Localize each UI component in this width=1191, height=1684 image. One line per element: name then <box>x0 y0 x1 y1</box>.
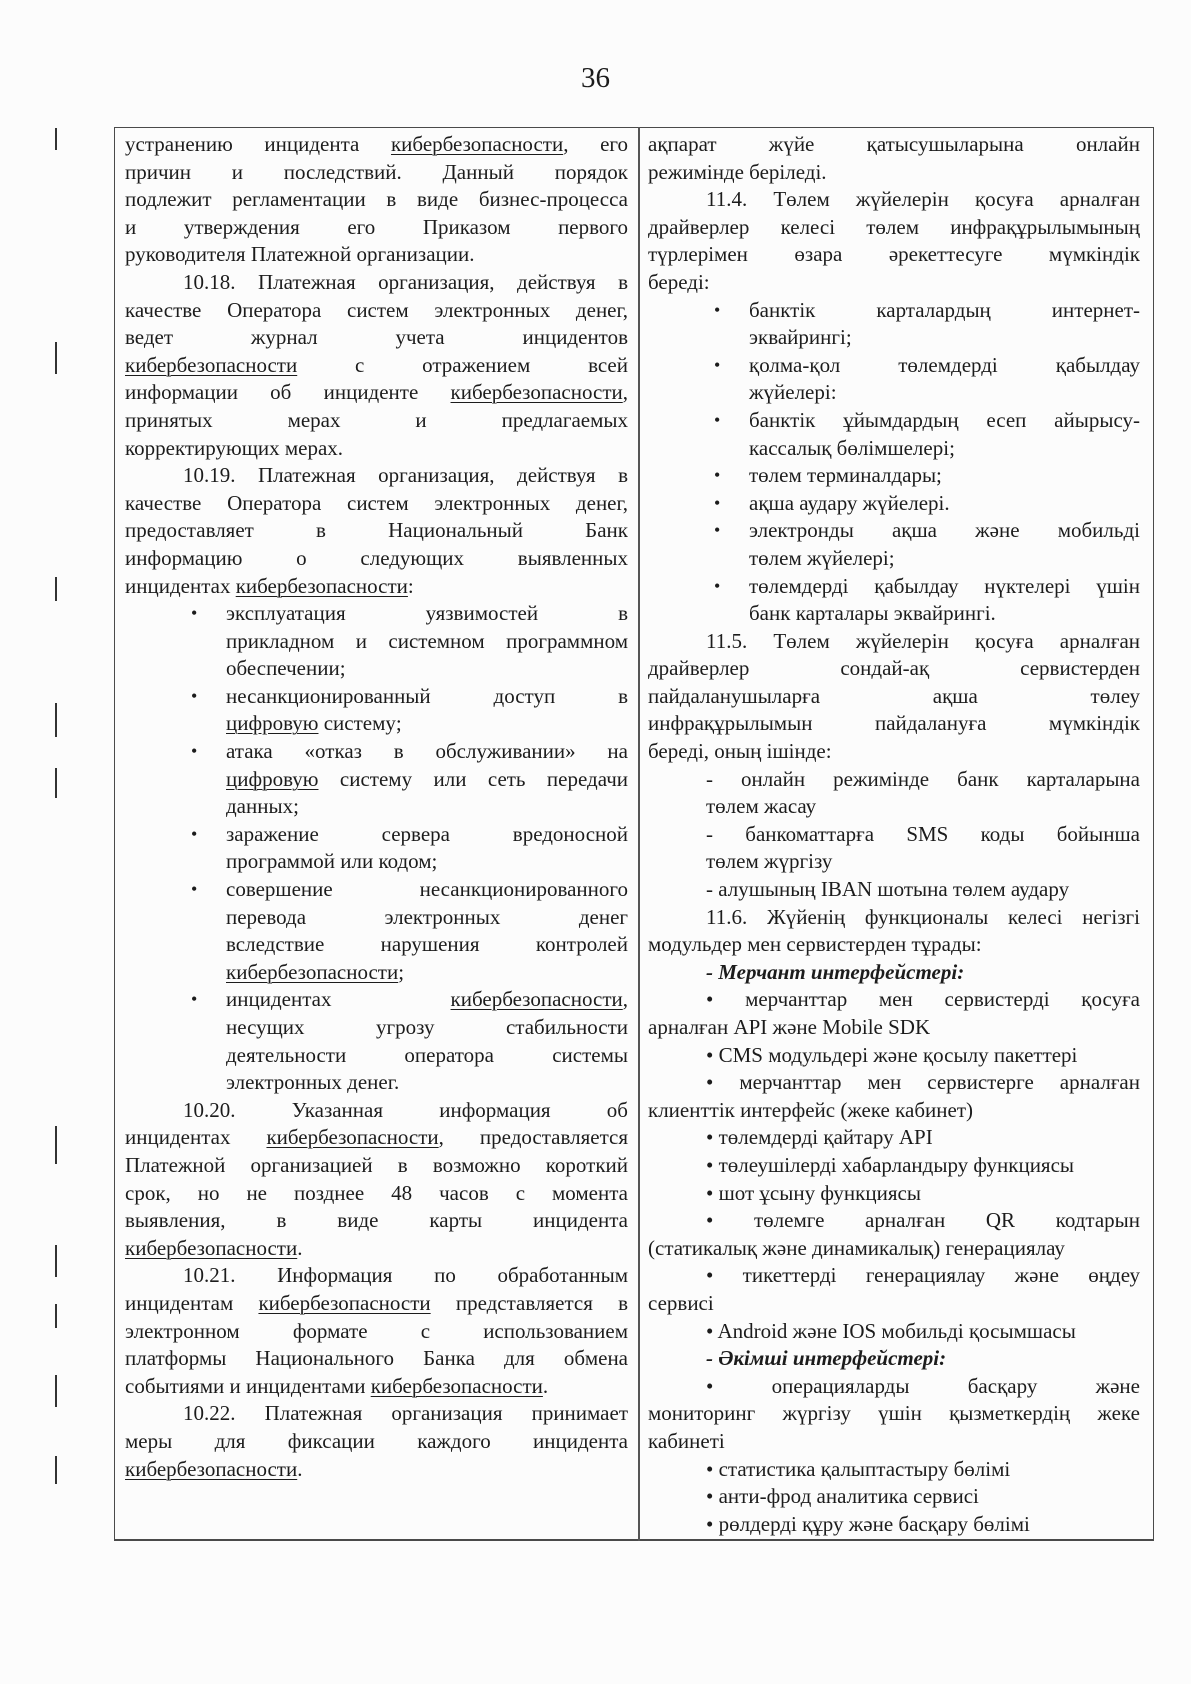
line-text: береді: <box>648 269 710 294</box>
section-heading <box>648 959 1140 987</box>
list-item-line <box>648 352 1140 380</box>
text-line <box>125 1014 628 1042</box>
line-text: • мерчанттар мен сервистерге арналған <box>706 1070 1140 1095</box>
underlined-term: кибербезопасности <box>266 1125 439 1150</box>
margin-mark <box>55 577 57 601</box>
line-text: прикладном и системном программном <box>226 628 628 653</box>
text-line <box>648 821 1140 849</box>
line-text: • анти-фрод аналитика сервисі <box>706 1484 979 1509</box>
line-text: платформы Национального Банка для обмена <box>125 1346 628 1371</box>
margin-mark <box>55 128 57 150</box>
line-text: выявления, в виде карты инцидента <box>125 1208 628 1233</box>
text-line <box>125 1124 628 1152</box>
margin-mark <box>55 1375 57 1407</box>
line-text: төлем жүргізу <box>706 849 833 874</box>
section-heading <box>648 1345 1140 1373</box>
line-text: ақпарат жүйе қатысушыларына онлайн <box>648 132 1140 156</box>
text-line <box>648 1290 1140 1318</box>
column-divider <box>638 127 640 1541</box>
line-text: драйверлер сондай-ақ сервистерден <box>648 656 1140 681</box>
text-line <box>125 904 628 932</box>
text-line <box>648 1318 1140 1346</box>
text-line <box>648 1235 1140 1263</box>
text-line <box>125 1262 628 1290</box>
line-text: совершение несанкционированного <box>226 877 628 902</box>
line-text: банктік карталардың интернет- <box>749 297 1140 322</box>
bullet-icon: • <box>714 520 721 541</box>
text-line <box>648 1456 1140 1484</box>
page-number: 36 <box>581 62 610 94</box>
text-line <box>125 490 628 518</box>
line-text: қолма-қол төлемдерді қабылдау <box>749 352 1140 377</box>
line-text: • рөлдерді құру және басқару бөлімі <box>706 1511 1030 1536</box>
text-line <box>648 600 1140 628</box>
bullet-icon: • <box>191 741 198 762</box>
text-line <box>648 655 1140 683</box>
bullet-icon: • <box>714 409 721 430</box>
line-text: түрлерімен өзара әрекеттесуге мүмкіндік <box>648 242 1140 267</box>
line-text: • статистика қалыптастыру бөлімі <box>706 1456 1011 1481</box>
text-line <box>125 1235 628 1263</box>
text-line <box>648 1400 1140 1428</box>
text-line <box>648 904 1140 932</box>
margin-mark <box>55 1245 57 1277</box>
text-line <box>648 214 1140 242</box>
line-text: 11.5. Төлем жүйелерін қосуға арналған <box>706 628 1140 653</box>
text-line <box>125 407 628 435</box>
text-line <box>125 379 628 407</box>
list-item-line <box>125 600 628 628</box>
list-item-line <box>125 986 628 1014</box>
text-line <box>648 545 1140 573</box>
line-text: атака «отказ в обслуживании» на <box>226 739 628 764</box>
list-item-line <box>125 876 628 904</box>
line-text: төлем терминалдары; <box>749 463 942 488</box>
text-line <box>648 1262 1140 1290</box>
list-item-line <box>125 683 628 711</box>
line-text: цифровую систему или сеть передачи <box>226 766 628 791</box>
text-line <box>125 766 628 794</box>
text-line <box>125 1180 628 1208</box>
bullet-icon: • <box>714 465 721 486</box>
text-line <box>648 324 1140 352</box>
text-line <box>648 793 1140 821</box>
line-text: • CMS модульдері және қосылу пакеттері <box>706 1042 1078 1067</box>
text-line <box>648 1124 1140 1152</box>
line-text: банктік ұйымдардың есеп айырысу- <box>749 407 1140 432</box>
margin-mark <box>55 1304 57 1328</box>
line-text: - Әкімші интерфейстері: <box>706 1346 947 1371</box>
line-text: • мерчанттар мен сервистерді қосуға <box>706 987 1140 1012</box>
text-line <box>648 379 1140 407</box>
underlined-term: кибербезопасности <box>370 1373 543 1398</box>
list-item-line <box>125 738 628 766</box>
line-text: клиенттік интерфейс (жеке кабинет) <box>648 1097 973 1122</box>
line-text: кибербезопасности с отражением всей <box>125 352 628 377</box>
line-text: ақша аудару жүйелері. <box>749 490 950 515</box>
line-text: кассалық бөлімшелері; <box>749 435 955 460</box>
list-item-line <box>648 407 1140 435</box>
line-text: данных; <box>226 794 299 819</box>
text-line <box>125 1318 628 1346</box>
text-line <box>648 1069 1140 1097</box>
text-line <box>125 1400 628 1428</box>
line-text: электронных денег. <box>226 1070 400 1095</box>
text-line <box>648 1373 1140 1401</box>
text-line <box>125 517 628 545</box>
bullet-icon: • <box>714 354 721 375</box>
text-line <box>648 1014 1140 1042</box>
list-item-line <box>648 297 1140 325</box>
bullet-icon: • <box>714 299 721 320</box>
line-text: Платежной организацией в возможно короткий <box>125 1152 628 1177</box>
text-line <box>648 435 1140 463</box>
underlined-term: кибербезопасности <box>390 132 564 156</box>
line-text: банк карталары эквайрингі. <box>749 601 996 626</box>
underlined-term: кибербезопасности <box>235 573 408 598</box>
line-text: обеспечении; <box>226 656 346 681</box>
line-text: инцидентах кибербезопасности: <box>125 573 414 598</box>
right-column-kazakh <box>648 131 1140 1538</box>
line-text: • шот ұсыну функциясы <box>706 1180 921 1205</box>
margin-mark <box>55 342 57 374</box>
line-text: причин и последствий. Данный порядок <box>125 159 628 184</box>
line-text: • төлемдерді қайтару API <box>706 1125 933 1150</box>
text-line <box>648 1483 1140 1511</box>
line-text: 10.21. Информация по обработанным <box>183 1263 628 1288</box>
text-line <box>125 131 628 159</box>
line-text: инцидентах кибербезопасности, предоставляется <box>125 1125 628 1150</box>
underlined-term: кибербезопасности <box>258 1290 431 1315</box>
text-line <box>125 1290 628 1318</box>
text-line <box>648 1152 1140 1180</box>
line-text: • операцияларды басқару және <box>706 1373 1140 1398</box>
text-line <box>125 214 628 242</box>
text-line <box>125 931 628 959</box>
line-text: инцидентах кибербезопасности, <box>226 987 628 1012</box>
bullet-icon: • <box>191 879 198 900</box>
line-text: - Мерчант интерфейстері: <box>706 959 965 984</box>
text-line <box>648 710 1140 738</box>
line-text: эксплуатация уязвимостей в <box>226 601 628 626</box>
line-text: сервисі <box>648 1290 714 1315</box>
line-text: инфрақұрылымын пайдалануға мүмкіндік <box>648 711 1140 736</box>
text-line <box>125 545 628 573</box>
underlined-term: кибербезопасности <box>125 1456 298 1481</box>
text-line <box>648 931 1140 959</box>
line-text: и утверждения его Приказом первого <box>125 214 628 239</box>
text-line <box>648 986 1140 1014</box>
text-line <box>648 683 1140 711</box>
line-text: кибербезопасности. <box>125 1235 303 1260</box>
margin-mark <box>55 703 57 737</box>
line-text: 10.18. Платежная организация, действуя в <box>183 269 628 294</box>
line-text: несанкционированный доступ в <box>226 683 628 708</box>
text-line <box>125 159 628 187</box>
text-line <box>125 1069 628 1097</box>
text-line <box>125 269 628 297</box>
line-text: төлемдерді қабылдау нүктелері үшін <box>749 573 1140 598</box>
text-line <box>125 793 628 821</box>
text-line <box>125 352 628 380</box>
text-line <box>125 1097 628 1125</box>
line-text: кабинеті <box>648 1428 725 1453</box>
text-line <box>125 435 628 463</box>
list-item-line <box>648 490 1140 518</box>
text-line <box>125 324 628 352</box>
line-text: 11.6. Жүйенің функционалы келесі негізгі <box>706 904 1140 929</box>
line-text: инцидентам кибербезопасности представляется в <box>125 1290 628 1315</box>
line-text: цифровую системy; <box>226 711 402 736</box>
text-line <box>125 710 628 738</box>
line-text: 10.22. Платежная организация принимает <box>183 1401 628 1426</box>
text-line <box>125 628 628 656</box>
line-text: программой или кодом; <box>226 849 438 874</box>
text-line <box>648 269 1140 297</box>
text-line <box>648 1042 1140 1070</box>
text-line <box>125 1345 628 1373</box>
line-text: информацию о следующих выявленных <box>125 545 628 570</box>
line-text: корректирующих мерах. <box>125 435 344 460</box>
line-text: • Android және IOS мобильді қосымшасы <box>706 1318 1076 1343</box>
text-line <box>125 959 628 987</box>
underlined-term: кибербезопасности <box>226 959 399 984</box>
text-line <box>125 655 628 683</box>
underlined-term: кибербезопасности <box>450 987 623 1012</box>
margin-mark <box>55 1126 57 1164</box>
line-text: төлем жүйелері; <box>749 545 895 570</box>
line-text: срок, но не позднее 48 часов с момента <box>125 1180 628 1205</box>
text-line <box>648 241 1140 269</box>
text-line <box>125 462 628 490</box>
text-line <box>648 186 1140 214</box>
underlined-term: кибербезопасности <box>450 380 623 405</box>
line-text: кибербезопасности. <box>125 1456 303 1481</box>
line-text: качестве Оператора систем электронных денег, <box>125 490 628 515</box>
line-text: ведет журнал учета инцидентов <box>125 325 628 350</box>
line-text: • төлеушілерді хабарландыру функциясы <box>706 1152 1075 1177</box>
text-line <box>125 186 628 214</box>
bullet-icon: • <box>191 685 198 706</box>
text-line <box>648 628 1140 656</box>
line-text: электронном формате с использованием <box>125 1318 628 1343</box>
text-line <box>125 297 628 325</box>
line-text: арналған API және Mobile SDK <box>648 1015 931 1039</box>
line-text: перевода электронных денег <box>226 904 628 929</box>
list-item-line <box>648 462 1140 490</box>
bullet-icon: • <box>191 603 198 624</box>
line-text: • төлемге арналған QR кодтарын <box>706 1208 1140 1233</box>
bullet-icon: • <box>191 989 198 1010</box>
bullet-icon: • <box>714 492 721 513</box>
underlined-term: цифровую <box>226 711 319 736</box>
line-text: руководителя Платежной организации. <box>125 242 475 267</box>
line-text: устранению инцидента кибербезопасности, его <box>125 132 628 156</box>
line-text: принятых мерах и предлагаемых <box>125 407 628 432</box>
line-text: - алушының IBAN шотына төлем аудару <box>706 877 1070 902</box>
line-text: төлем жасау <box>706 794 817 819</box>
line-text: заражение сервера вредоносной <box>226 821 628 846</box>
text-line <box>648 876 1140 904</box>
text-line <box>125 573 628 601</box>
line-text: модульдер мен сервистерден тұрады: <box>648 932 982 957</box>
line-text: - онлайн режимінде банк карталарына <box>706 766 1140 791</box>
left-column-russian <box>125 131 628 1483</box>
line-text: предоставляет в Национальный Банк <box>125 518 628 543</box>
line-text: жүйелері: <box>749 380 837 405</box>
margin-mark <box>55 768 57 798</box>
text-line <box>125 1042 628 1070</box>
line-text: (статикалық және динамикалық) генерациялау <box>648 1235 1065 1260</box>
line-text: вследствие нарушения контролей <box>226 932 628 957</box>
text-line <box>125 241 628 269</box>
text-line <box>648 1511 1140 1539</box>
text-line <box>648 1097 1140 1125</box>
text-line <box>648 131 1140 159</box>
text-line <box>125 1373 628 1401</box>
line-text: информации об инциденте кибербезопасности, <box>125 380 628 405</box>
text-line <box>648 1207 1140 1235</box>
line-text: режимінде беріледі. <box>648 159 827 184</box>
list-item-line <box>648 517 1140 545</box>
line-text: 10.20. Указанная информация об <box>183 1097 628 1122</box>
text-line <box>125 1152 628 1180</box>
text-line <box>648 1180 1140 1208</box>
text-line <box>125 1207 628 1235</box>
line-text: • тикеттерді генерациялау және өңдеу <box>706 1263 1140 1288</box>
line-text: меры для фиксации каждого инцидента <box>125 1428 628 1453</box>
text-line <box>648 159 1140 187</box>
line-text: деятельности оператора системы <box>226 1042 628 1067</box>
text-line <box>125 1428 628 1456</box>
bullet-icon: • <box>191 823 198 844</box>
line-text: качестве Оператора систем электронных денег, <box>125 297 628 322</box>
list-item-line <box>648 573 1140 601</box>
line-text: электронды ақша және мобильді <box>749 518 1140 543</box>
line-text: 11.4. Төлем жүйелерін қосуға арналған <box>706 187 1140 212</box>
underlined-term: кибербезопасности <box>125 1235 298 1260</box>
margin-mark <box>55 1456 57 1484</box>
text-line <box>125 848 628 876</box>
text-line <box>125 1456 628 1484</box>
list-item-line <box>125 821 628 849</box>
text-line <box>648 1428 1140 1456</box>
line-text: пайдаланушыларға ақша төлеу <box>648 683 1140 708</box>
text-line <box>648 766 1140 794</box>
line-text: береді, оның ішінде: <box>648 739 832 764</box>
text-line <box>648 848 1140 876</box>
line-text: - банкоматтарға SMS коды бойынша <box>706 821 1140 846</box>
line-text: 10.19. Платежная организация, действуя в <box>183 463 628 488</box>
underlined-term: цифровую <box>226 766 319 791</box>
line-text: кибербезопасности; <box>226 959 405 984</box>
line-text: несущих угрозу стабильности <box>226 1015 628 1039</box>
line-text: драйверлер келесі төлем инфрақұрылымының <box>648 214 1140 239</box>
line-text: мониторинг жүргізу үшін қызметкердің жеке <box>648 1401 1140 1426</box>
line-text: эквайрингі; <box>749 325 852 350</box>
bullet-icon: • <box>714 575 721 596</box>
line-text: событиями и инцидентами кибербезопасности. <box>125 1373 549 1398</box>
text-line <box>648 738 1140 766</box>
line-text: подлежит регламентации в виде бизнес-процесса <box>125 187 628 212</box>
underlined-term: кибербезопасности <box>125 352 298 377</box>
